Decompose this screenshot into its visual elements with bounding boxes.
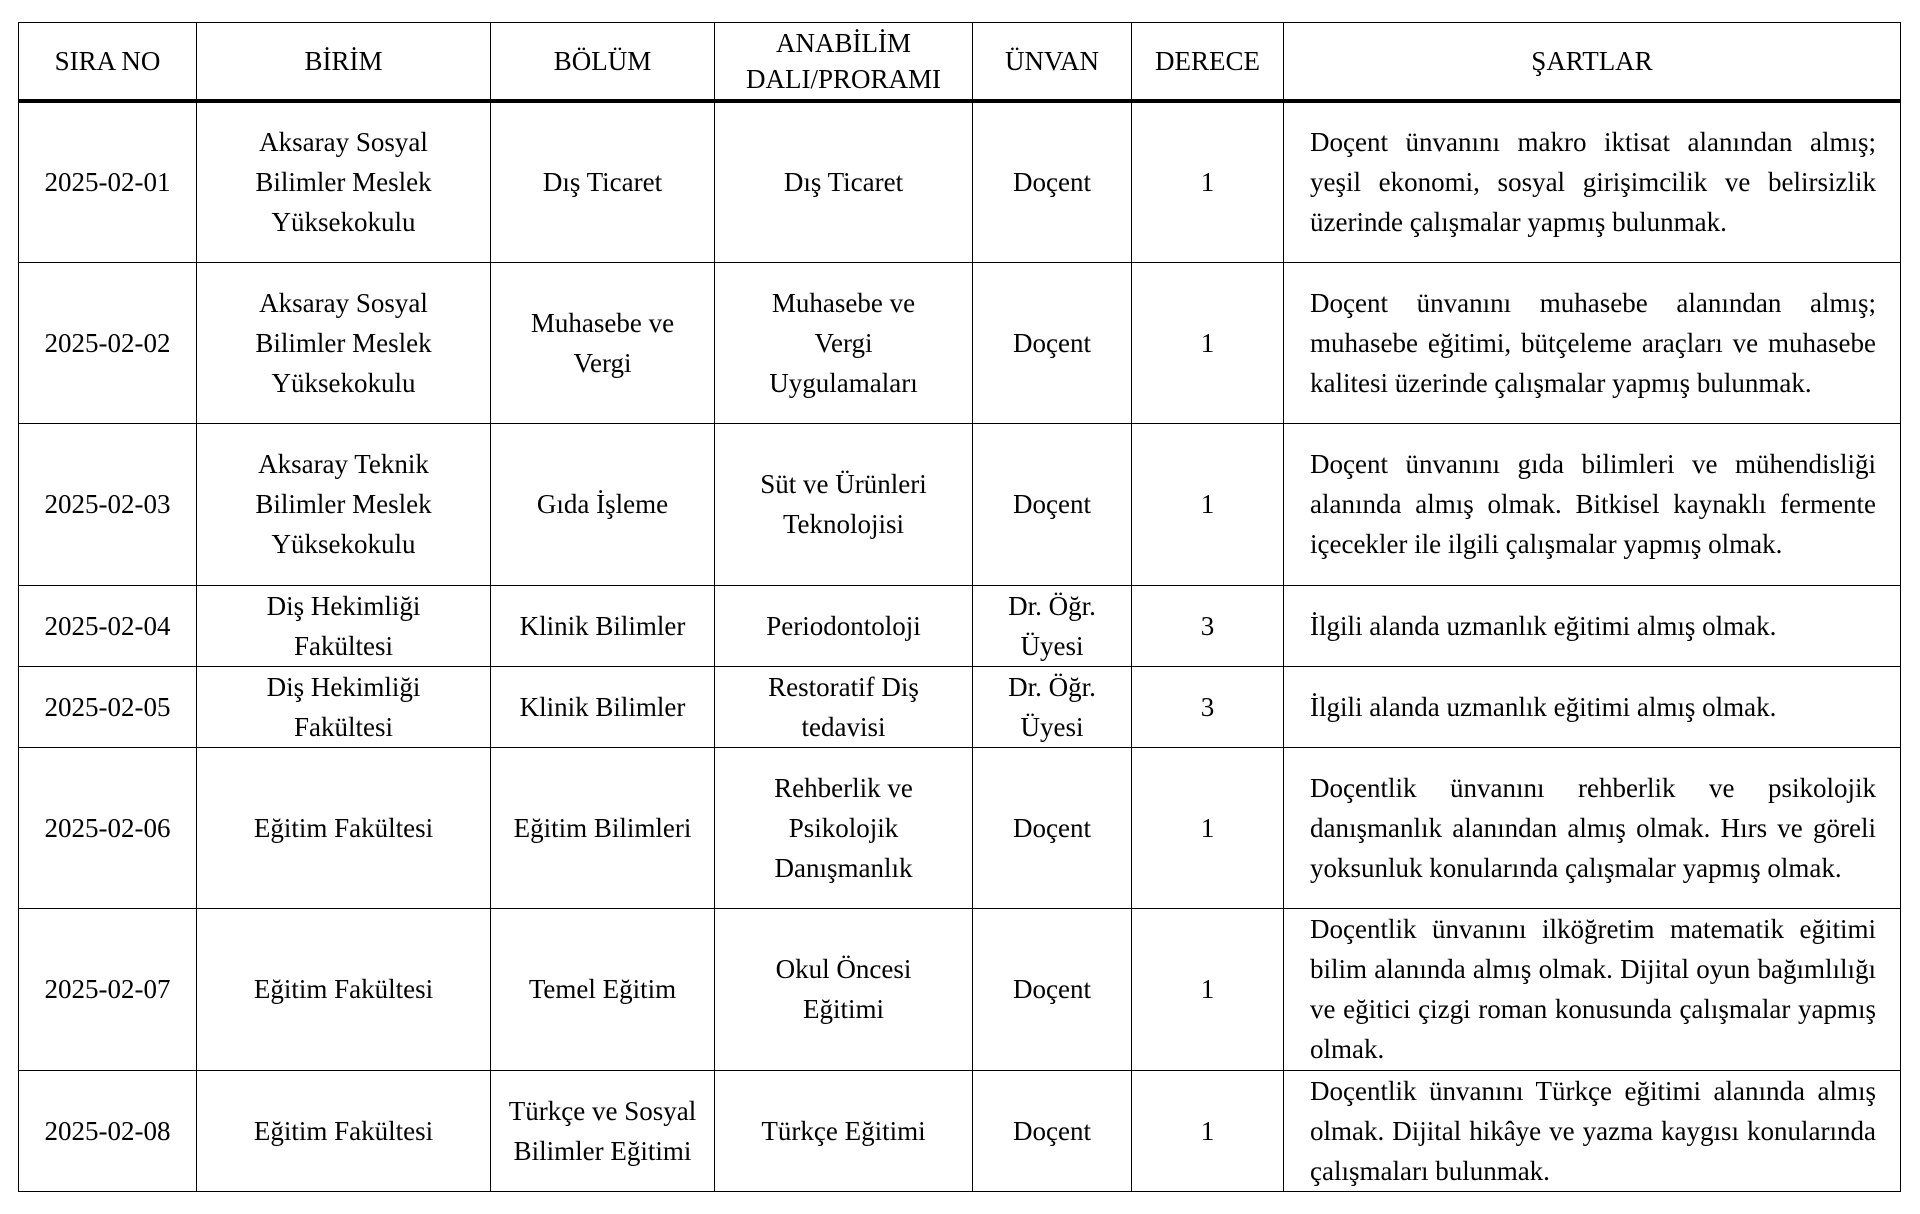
table-row — [19, 666, 1901, 747]
table-row — [19, 908, 1901, 1070]
cell-bolum: Dış Ticaret — [491, 101, 715, 262]
table-row — [19, 585, 1901, 666]
table-row — [19, 262, 1901, 423]
cell-derece: 3 — [1132, 666, 1284, 747]
positions-table — [18, 22, 1901, 1192]
cell-unvan: Doçent — [973, 1070, 1132, 1191]
cell-sira-no: 2025-02-01 — [19, 101, 197, 262]
cell-derece: 3 — [1132, 585, 1284, 666]
cell-bolum: Eğitim Bilimleri — [491, 747, 715, 908]
cell-birim: Diş Hekimliği Fakültesi — [197, 585, 491, 666]
cell-anabilim-dali: Okul Öncesi Eğitimi — [715, 908, 973, 1070]
header-birim: BİRİM — [197, 23, 491, 102]
cell-unvan: Doçent — [973, 423, 1132, 585]
cell-sira-no: 2025-02-02 — [19, 262, 197, 423]
table-row — [19, 423, 1901, 585]
cell-sira-no: 2025-02-06 — [19, 747, 197, 908]
cell-birim: Eğitim Fakültesi — [197, 1070, 491, 1191]
cell-derece: 1 — [1132, 747, 1284, 908]
cell-derece: 1 — [1132, 101, 1284, 262]
cell-birim: Aksaray Sosyal Bilimler Meslek Yüksekokulu — [197, 262, 491, 423]
cell-unvan: Doçent — [973, 908, 1132, 1070]
header-derece: DERECE — [1132, 23, 1284, 102]
cell-derece: 1 — [1132, 262, 1284, 423]
cell-bolum: Muhasebe ve Vergi — [491, 262, 715, 423]
cell-bolum: Temel Eğitim — [491, 908, 715, 1070]
cell-birim: Eğitim Fakültesi — [197, 747, 491, 908]
cell-unvan: Dr. Öğr. Üyesi — [973, 666, 1132, 747]
table-row — [19, 747, 1901, 908]
header-unvan: ÜNVAN — [973, 23, 1132, 102]
header-bolum: BÖLÜM — [491, 23, 715, 102]
cell-sartlar: İlgili alanda uzmanlık eğitimi almış olmak. — [1284, 585, 1901, 666]
cell-sartlar: Doçent ünvanını makro iktisat alanından almış; yeşil ekonomi, sosyal girişimcilik ve belirsizlik üzerinde çalışmalar yapmış bulunmak. — [1284, 101, 1901, 262]
cell-sartlar: Doçentlik ünvanını rehberlik ve psikolojik danışmanlık alanından almış olmak. Hırs ve göreli yoksunluk konularında çalışmalar yapmış olmak. — [1284, 747, 1901, 908]
cell-sira-no: 2025-02-03 — [19, 423, 197, 585]
cell-bolum: Klinik Bilimler — [491, 666, 715, 747]
cell-sartlar: Doçentlik ünvanını Türkçe eğitimi alanında almış olmak. Dijital hikâye ve yazma kaygısı konularında çalışmaları bulunmak. — [1284, 1070, 1901, 1191]
cell-bolum: Türkçe ve Sosyal Bilimler Eğitimi — [491, 1070, 715, 1191]
cell-sira-no: 2025-02-05 — [19, 666, 197, 747]
header-row — [19, 23, 1901, 102]
cell-sira-no: 2025-02-04 — [19, 585, 197, 666]
table-row — [19, 101, 1901, 262]
cell-bolum: Klinik Bilimler — [491, 585, 715, 666]
cell-anabilim-dali: Süt ve Ürünleri Teknolojisi — [715, 423, 973, 585]
cell-derece: 1 — [1132, 423, 1284, 585]
cell-sira-no: 2025-02-07 — [19, 908, 197, 1070]
header-sira-no: SIRA NO — [19, 23, 197, 102]
cell-sartlar: Doçent ünvanını muhasebe alanından almış; muhasebe eğitimi, bütçeleme araçları ve muhasebe kalitesi üzerinde çalışmalar yapmış bulunmak. — [1284, 262, 1901, 423]
cell-unvan: Doçent — [973, 262, 1132, 423]
cell-bolum: Gıda İşleme — [491, 423, 715, 585]
header-anabilim: ANABİLİM DALI/PRORAMI — [715, 23, 973, 102]
cell-birim: Diş Hekimliği Fakültesi — [197, 666, 491, 747]
cell-anabilim-dali: Türkçe Eğitimi — [715, 1070, 973, 1191]
cell-unvan: Doçent — [973, 101, 1132, 262]
cell-sartlar: Doçentlik ünvanını ilköğretim matematik eğitimi bilim alanında almış olmak. Dijital oyun bağımlılığı ve eğitici çizgi roman konusunda çalışmalar yapmış olmak. — [1284, 908, 1901, 1070]
cell-birim: Aksaray Teknik Bilimler Meslek Yüksekokulu — [197, 423, 491, 585]
cell-unvan: Doçent — [973, 747, 1132, 908]
cell-anabilim-dali: Rehberlik ve Psikolojik Danışmanlık — [715, 747, 973, 908]
cell-sartlar: İlgili alanda uzmanlık eğitimi almış olmak. — [1284, 666, 1901, 747]
table-row — [19, 1070, 1901, 1191]
cell-derece: 1 — [1132, 1070, 1284, 1191]
cell-birim: Aksaray Sosyal Bilimler Meslek Yüksekokulu — [197, 101, 491, 262]
cell-anabilim-dali: Dış Ticaret — [715, 101, 973, 262]
header-sartlar: ŞARTLAR — [1284, 23, 1901, 102]
cell-unvan: Dr. Öğr. Üyesi — [973, 585, 1132, 666]
cell-anabilim-dali: Restoratif Diş tedavisi — [715, 666, 973, 747]
cell-sira-no: 2025-02-08 — [19, 1070, 197, 1191]
cell-derece: 1 — [1132, 908, 1284, 1070]
cell-birim: Eğitim Fakültesi — [197, 908, 491, 1070]
cell-anabilim-dali: Muhasebe ve Vergi Uygulamaları — [715, 262, 973, 423]
cell-anabilim-dali: Periodontoloji — [715, 585, 973, 666]
cell-sartlar: Doçent ünvanını gıda bilimleri ve mühendisliği alanında almış olmak. Bitkisel kaynaklı fermente içecekler ile ilgili çalışmalar yapmış olmak. — [1284, 423, 1901, 585]
